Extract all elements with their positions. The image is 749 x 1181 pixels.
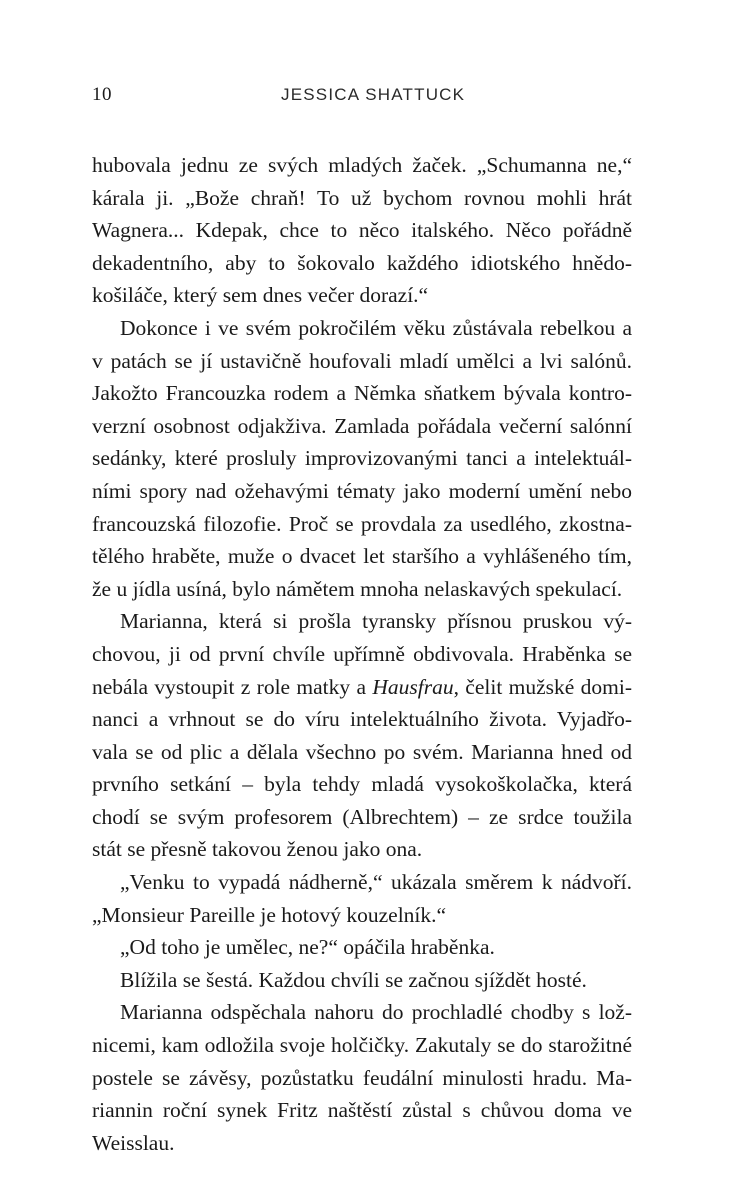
text-line: že u jídla usíná, bylo námětem mnoha nelaskavých spekulací. (92, 576, 623, 601)
text-line: košiláče, který sem dnes večer dorazí.“ (92, 283, 429, 308)
paragraph (92, 996, 632, 1159)
text-line: Jakožto Francouzka rodem a Němka sňatkem bývala kontro- (92, 381, 632, 406)
text-line: chodí se svým profesorem (Albrechtem) – ze srdce toužila (92, 804, 632, 829)
paragraph (92, 312, 632, 605)
paragraph (92, 931, 632, 964)
text-line: Marianna, která si prošla tyransky přísnou pruskou vý- (120, 609, 632, 634)
text-line: stát se přesně takovou ženou jako ona. (92, 837, 423, 862)
text-line: riannin roční synek Fritz naštěstí zůstal s chůvou doma ve (92, 1098, 632, 1123)
text-line: Marianna odspěchala nahoru do prochladlé chodby s lož- (120, 1000, 632, 1025)
text-line: prvního setkání – byla tehdy mladá vysokoškolačka, která (92, 772, 632, 797)
text-line: chovou, ji od první chvíle upřímně obdivovala. Hraběnka se (92, 641, 632, 666)
text-line: sedánky, které prosluly improvizovanými tanci a intelektuál- (92, 446, 632, 471)
text-line: hubovala jednu ze svých mladých žaček. „Schumanna ne,“ (92, 153, 632, 177)
text-line: „Od toho je umělec, ne?“ opáčila hraběnka. (120, 935, 495, 960)
running-head (92, 84, 632, 110)
paragraph (92, 149, 632, 312)
text-line: ními spory nad ožehavými tématy jako moderní umění nebo (92, 478, 632, 503)
text-line: nicemi, kam odložila svoje holčičky. Zakutaly se do starožitné (92, 1033, 632, 1058)
text-line: Blížila se šestá. Každou chvíli se začnou sjíždět hosté. (120, 967, 587, 992)
text-line: „Monsieur Pareille je hotový kouzelník.“ (92, 902, 447, 927)
text-line: verzní osobnost odjakživa. Zamlada pořádala večerní salónní (92, 413, 632, 438)
text-line: tělého hraběte, muže o dvacet let staršího a vyhlášeného tím, (92, 544, 632, 569)
text-line: dekadentního, aby to šokovalo každého idiotského hnědo- (92, 250, 632, 275)
page-number: 10 (92, 84, 112, 105)
running-title: JESSICA SHATTUCK (281, 85, 466, 104)
text-line: postele se závěsy, pozůstatku feudální minulosti hradu. Ma- (92, 1065, 632, 1090)
text-line: Dokonce i ve svém pokročilém věku zůstávala rebelkou a (120, 315, 632, 340)
paragraph (92, 866, 632, 931)
text-line: francouzská filozofie. Proč se provdala za usedlého, zkostna- (92, 511, 632, 536)
text-line: Wagnera... Kdepak, chce to něco italského. Něco pořádně (92, 218, 632, 243)
body-text (92, 149, 632, 1159)
text-line: vala se od plic a dělala všechno po svém. Marianna hned od (92, 739, 632, 764)
text-line: v patách se jí ustavičně houfovali mladí umělci a lvi salónů. (92, 348, 632, 373)
text-line: nanci a vrhnout se do víru intelektuálního života. Vyjadřo- (92, 707, 632, 732)
text-line: nebála vystoupit z role matky a Hausfrau, čelit mužské domi- (92, 674, 632, 699)
text-line: kárala ji. „Bože chraň! To už bychom rovnou mohli hrát (92, 185, 632, 210)
italic-word: Hausfrau (372, 674, 454, 699)
paragraph (92, 605, 632, 866)
text-line: Weisslau. (92, 1130, 175, 1155)
paragraph (92, 964, 632, 997)
text-line: „Venku to vypadá nádherně,“ ukázala směrem k nádvoří. (120, 870, 632, 895)
